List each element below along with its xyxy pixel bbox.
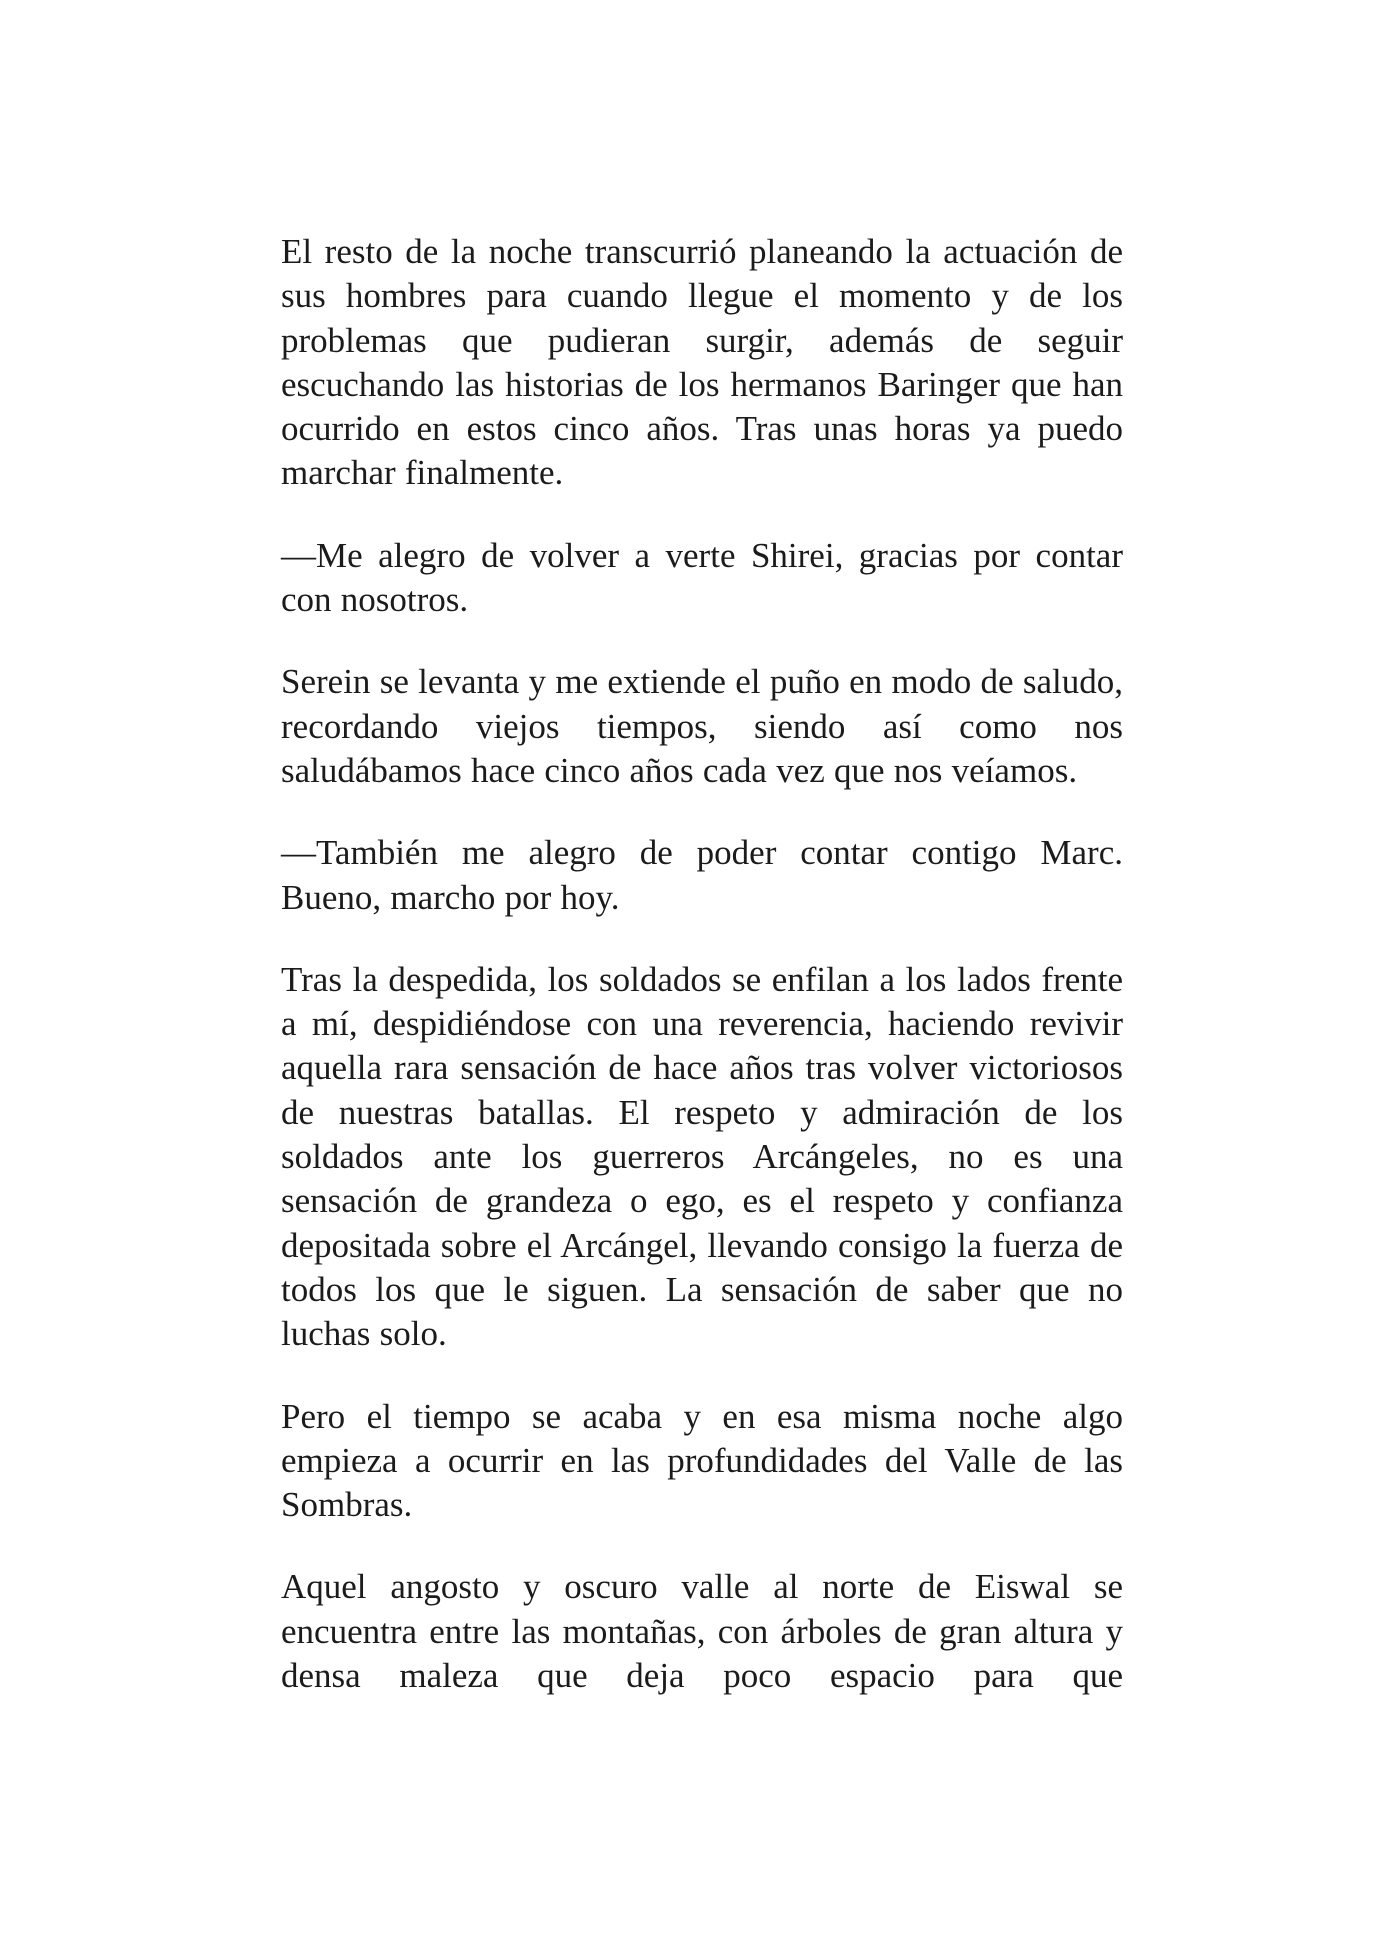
page-text-body — [281, 230, 1123, 1698]
paragraph-4-dialogue: —También me alegro de poder contar contigo Marc. Bueno, marcho por hoy. — [281, 833, 1123, 917]
paragraph-7: Aquel angosto y oscuro valle al norte de Eiswal se encuentra entre las montañas, con árboles de gran altura y densa maleza que deja poco espacio para que — [281, 1567, 1123, 1696]
paragraph-1: El resto de la noche transcurrió planeando la actuación de sus hombres para cuando llegue el momento y de los problemas que pudieran surgir, además de seguir escuchando las historias de los hermanos Baringer que han ocurrido en estos cinco años. Tras unas horas ya puedo marchar finalmente. — [281, 232, 1123, 493]
paragraph-6: Pero el tiempo se acaba y en esa misma noche algo empieza a ocurrir en las profundidades del Valle de las Sombras. — [281, 1396, 1123, 1525]
paragraph-5: Tras la despedida, los soldados se enfilan a los lados frente a mí, despidiéndose con una reverencia, haciendo revivir aquella rara sensación de hace años tras volver victoriosos de nuestras batallas. El respeto y admiración de los soldados ante los guerreros Arcángeles, no es una sensación de grandeza o ego, es el respeto y confianza depositada sobre el Arcángel, llevando consigo la fuerza de todos los que le siguen. La sensación de saber que no luchas solo. — [281, 959, 1123, 1354]
paragraph-2-dialogue: —Me alegro de volver a verte Shirei, gracias por contar con nosotros. — [281, 535, 1123, 620]
paragraph-3: Serein se levanta y me extiende el puño en modo de saludo, recordando viejos tiempos, siendo así como nos saludábamos hace cinco años cada vez que nos veíamos. — [281, 662, 1123, 790]
